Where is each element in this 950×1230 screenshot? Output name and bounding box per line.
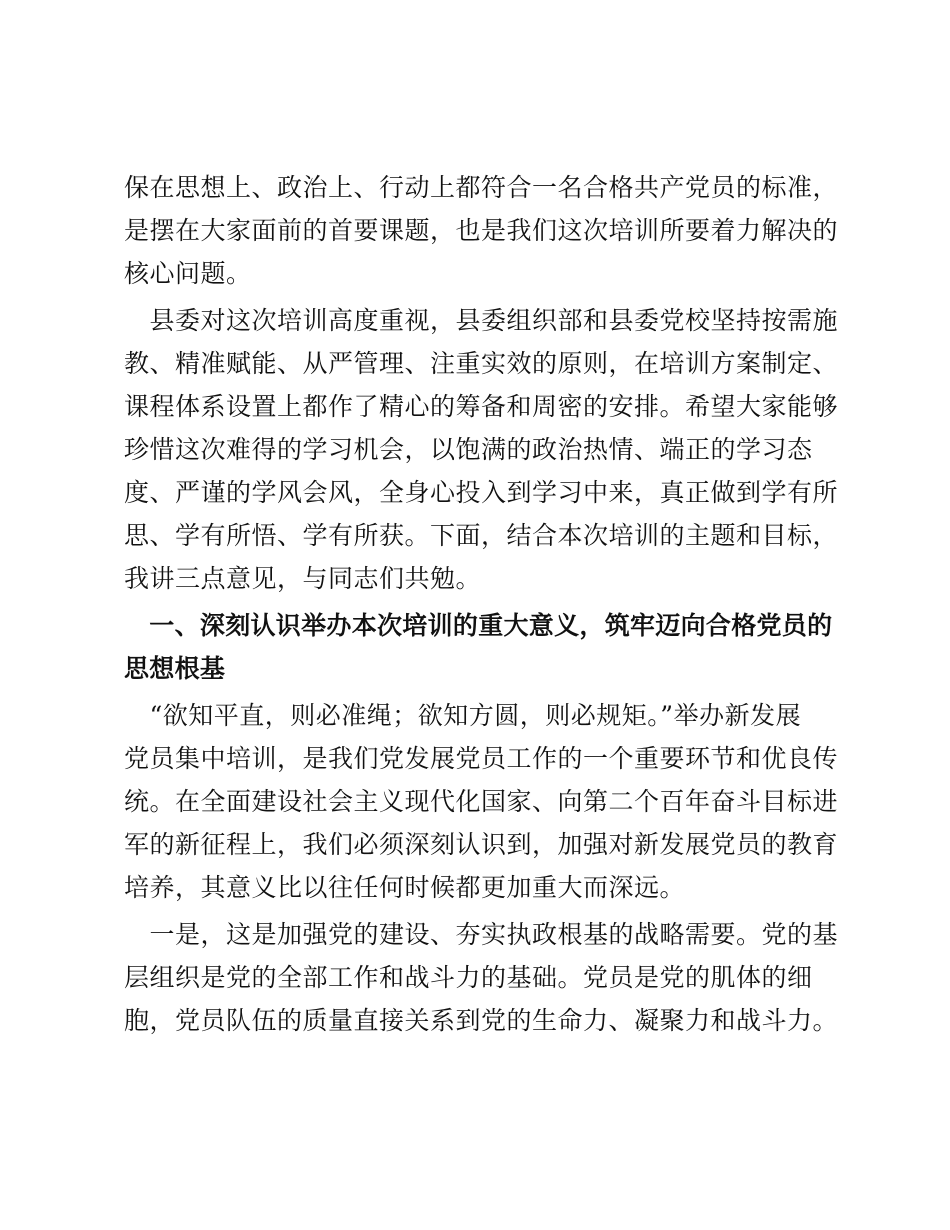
text-line: 度、严谨的学风会风，全身心投入到学习中来，真正做到学有所 xyxy=(124,478,839,507)
paragraph-training-arrangement xyxy=(124,299,839,600)
text-line: 课程体系设置上都作了精心的筹备和周密的安排。希望大家能够 xyxy=(124,392,839,421)
text-line: 军的新征程上，我们必须深刻认识到，加强对新发展党员的教育 xyxy=(124,830,839,859)
text-line: 珍惜这次难得的学习机会，以饱满的政治热情、端正的学习态 xyxy=(124,435,813,464)
text-line: 是摆在大家面前的首要课题，也是我们这次培训所要着力解决的 xyxy=(124,216,839,245)
text-line: 我讲三点意见，与同志们共勉。 xyxy=(124,564,482,593)
paragraph-point-one xyxy=(124,913,839,1042)
document-body xyxy=(124,166,839,1046)
paragraph-significance xyxy=(124,694,839,909)
paragraph-continuation xyxy=(124,166,839,295)
text-line: 保在思想上、政治上、行动上都符合一名合格共产党员的标准， xyxy=(124,173,839,202)
heading-line: 一、深刻认识举办本次培训的重大意义，筑牢迈向合格党员的 xyxy=(124,611,833,640)
text-line: 一是，这是加强党的建设、夯实执政根基的战略需要。党的基 xyxy=(124,920,839,949)
text-line: 培养，其意义比以往任何时候都更加重大而深远。 xyxy=(124,873,686,902)
text-line: 胞，党员队伍的质量直接关系到党的生命力、凝聚力和战斗力。 xyxy=(124,1006,839,1035)
section-heading xyxy=(124,604,833,690)
text-line: 思、学有所悟、学有所获。下面，结合本次培训的主题和目标， xyxy=(124,521,839,550)
text-line: 核心问题。 xyxy=(124,259,252,288)
text-line: 教、精准赋能、从严管理、注重实效的原则，在培训方案制定、 xyxy=(124,349,839,378)
text-line: 县委对这次培训高度重视，县委组织部和县委党校坚持按需施 xyxy=(124,306,839,335)
text-line: 层组织是党的全部工作和战斗力的基础。党员是党的肌体的细 xyxy=(124,963,813,992)
text-line: 统。在全面建设社会主义现代化国家、向第二个百年奋斗目标进 xyxy=(124,787,839,816)
text-line: “欲知平直，则必准绳；欲知方圆，则必规矩。”举办新发展 xyxy=(124,701,802,730)
heading-line: 思想根基 xyxy=(124,654,226,683)
text-line: 党员集中培训，是我们党发展党员工作的一个重要环节和优良传 xyxy=(124,744,839,773)
